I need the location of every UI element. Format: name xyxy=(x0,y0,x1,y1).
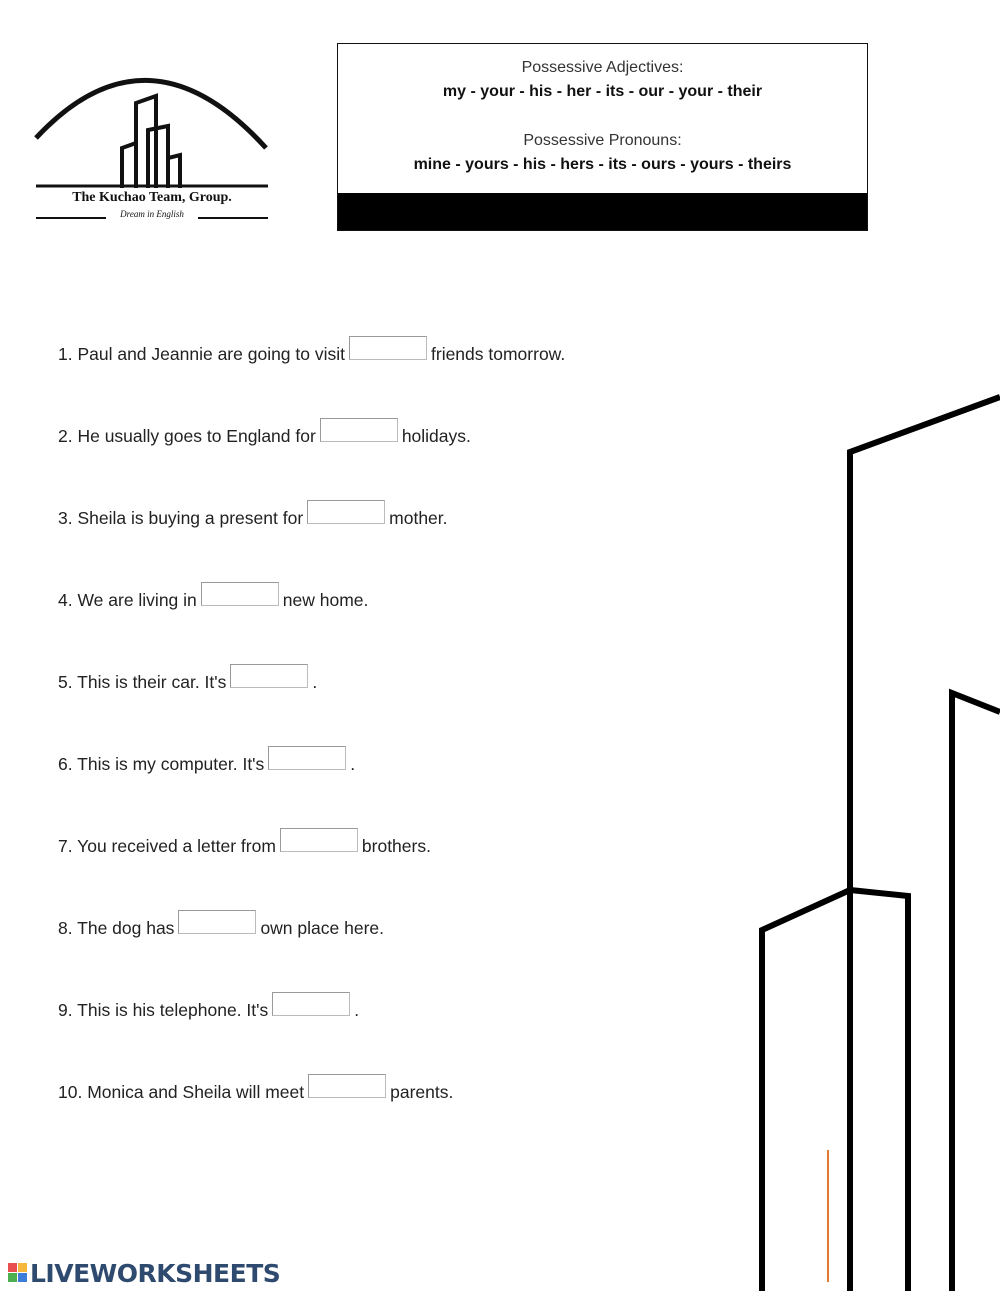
question-text-after: holidays. xyxy=(401,426,471,446)
answer-input-3[interactable] xyxy=(307,500,385,524)
question-2 xyxy=(58,416,471,446)
possessives-reference-box xyxy=(337,43,868,231)
question-text-before: 6. This is my computer. It's xyxy=(58,754,265,774)
answer-input-8[interactable] xyxy=(178,910,256,934)
question-text-after: mother. xyxy=(389,508,448,528)
question-text-before: 4. We are living in xyxy=(58,590,197,610)
answer-input-9[interactable] xyxy=(272,992,350,1016)
question-text-after: . xyxy=(354,1000,360,1020)
adjectives-list: my - your - his - her - its - our - your - their xyxy=(442,83,763,100)
question-text-after: parents. xyxy=(390,1082,454,1102)
pronouns-heading: Possessive Pronouns: xyxy=(523,132,682,149)
answer-input-2[interactable] xyxy=(320,418,398,442)
building-outline-decoration xyxy=(740,370,1000,1291)
question-6 xyxy=(58,744,355,774)
answer-input-5[interactable] xyxy=(230,664,308,688)
question-text-after: own place here. xyxy=(260,918,384,938)
question-3 xyxy=(58,498,448,528)
answer-input-4[interactable] xyxy=(201,582,279,606)
question-text-before: 9. This is his telephone. It's xyxy=(58,1000,269,1020)
question-text-before: 10. Monica and Sheila will meet xyxy=(58,1082,305,1102)
question-8 xyxy=(58,908,384,938)
question-text-before: 2. He usually goes to England for xyxy=(58,426,316,446)
question-text-after: friends tomorrow. xyxy=(431,344,566,364)
question-text-after: brothers. xyxy=(361,836,431,856)
answer-input-7[interactable] xyxy=(280,828,358,852)
liveworksheets-icon xyxy=(8,1262,28,1284)
question-text-after: . xyxy=(350,754,356,774)
question-4 xyxy=(58,580,368,610)
question-text-before: 8. The dog has xyxy=(58,918,175,938)
answer-input-6[interactable] xyxy=(268,746,346,770)
pronouns-list: mine - yours - his - hers - its - ours - yours - theirs xyxy=(413,156,792,173)
adjectives-heading: Possessive Adjectives: xyxy=(521,59,684,76)
question-text-before: 7. You received a letter from xyxy=(58,836,276,856)
question-text-before: 5. This is their car. It's xyxy=(58,672,227,692)
logo-tagline: Dream in English xyxy=(120,209,184,219)
reference-box-footer-bar xyxy=(338,193,867,230)
question-1 xyxy=(58,334,565,364)
liveworksheets-wordmark: LIVEWORKSHEETS xyxy=(30,1258,281,1288)
answer-input-10[interactable] xyxy=(308,1074,386,1098)
logo-name: The Kuchao Team, Group. xyxy=(72,190,232,205)
question-text-before: 1. Paul and Jeannie are going to visit xyxy=(58,344,345,364)
question-text-before: 3. Sheila is buying a present for xyxy=(58,508,304,528)
question-7 xyxy=(58,826,431,856)
question-text-after: . xyxy=(312,672,318,692)
question-10 xyxy=(58,1072,453,1102)
question-9 xyxy=(58,990,359,1020)
answer-input-1[interactable] xyxy=(349,336,427,360)
question-5 xyxy=(58,662,317,692)
liveworksheets-logo xyxy=(8,1258,280,1288)
question-text-after: new home. xyxy=(282,590,369,610)
